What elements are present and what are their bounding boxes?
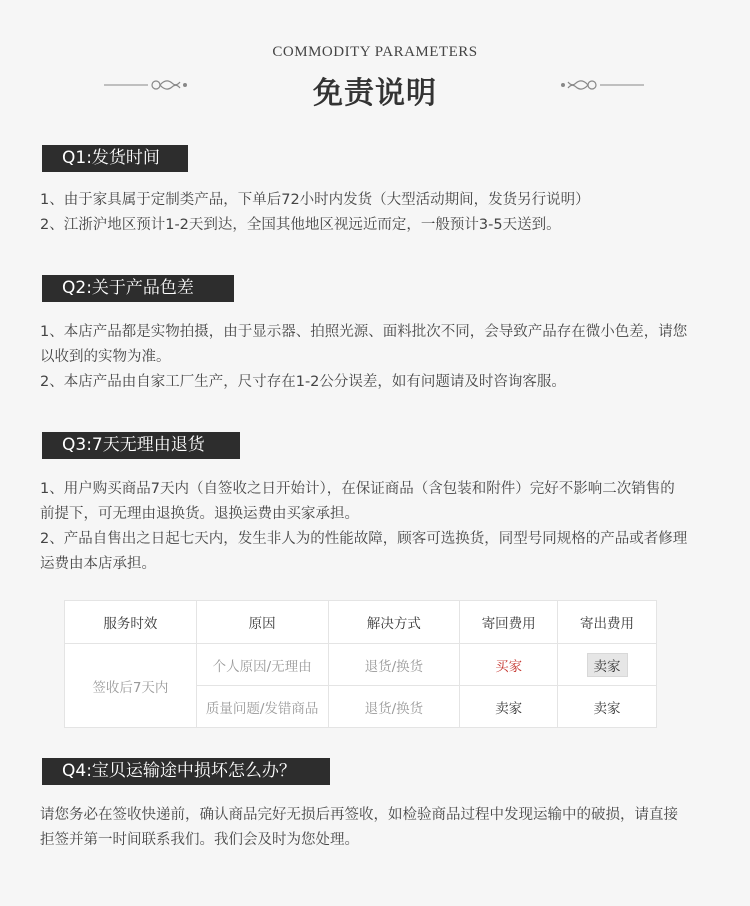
section-label-q4: Q4:宝贝运输途中损坏怎么办？ xyxy=(42,758,330,785)
service-table xyxy=(64,600,657,728)
table-header-row xyxy=(65,601,657,644)
header xyxy=(0,0,750,120)
text-line: 运费由本店承担。 xyxy=(40,556,156,572)
table-header-cell: 原因 xyxy=(196,601,328,644)
text-line: 1、由于家具属于定制类产品，下单后72小时内发货（大型活动期间，发货另行说明） xyxy=(40,192,590,208)
section-label-q2: Q2:关于产品色差 xyxy=(42,275,234,302)
reason-cell: 个人原因/无理由 xyxy=(196,644,328,686)
text-line: 2、本店产品由自家工厂生产，尺寸存在1-2公分误差，如有问题请及时咨询客服。 xyxy=(40,374,566,390)
page-title: 免责说明 xyxy=(313,76,437,111)
return-fee-cell: 卖家 xyxy=(460,686,558,728)
section-body-q4 xyxy=(40,803,720,853)
solution-cell: 退货/换货 xyxy=(328,644,460,686)
text-line: 1、用户购买商品7天内（自签收之日开始计），在保证商品（含包装和附件）完好不影响二次销售的 xyxy=(40,481,675,497)
send-fee-cell xyxy=(558,644,657,686)
text-line: 拒签并第一时间联系我们。我们会及时为您处理。 xyxy=(40,832,359,848)
text-line: 前提下，可无理由退换货。退换运费由买家承担。 xyxy=(40,506,359,522)
period-cell: 签收后7天内 xyxy=(65,644,197,728)
text-line: 1、本店产品都是实物拍摄，由于显示器、拍照光源、面料批次不同，会导致产品存在微小色差，请您 xyxy=(40,324,688,340)
section-body-q2 xyxy=(40,320,720,395)
text-line: 2、江浙沪地区预计1-2天到达，全国其他地区视远近而定，一般预计3-5天送到。 xyxy=(40,217,561,233)
table-row xyxy=(65,644,657,686)
table-header-cell: 解决方式 xyxy=(328,601,460,644)
reason-cell: 质量问题/发错商品 xyxy=(196,686,328,728)
right-ornament-icon xyxy=(558,76,644,94)
solution-cell: 退货/换货 xyxy=(328,686,460,728)
text-line: 请您务必在签收快递前，确认商品完好无损后再签收，如检验商品过程中发现运输中的破损，请直接 xyxy=(40,807,678,823)
header-subtitle: COMMODITY PARAMETERS xyxy=(272,44,478,60)
table-header-cell: 服务时效 xyxy=(65,601,197,644)
section-label-q3: Q3:7天无理由退货 xyxy=(42,432,240,459)
text-line: 以收到的实物为准。 xyxy=(40,349,171,365)
section-body-q1 xyxy=(40,188,720,238)
text-line: 2、产品自售出之日起七天内，发生非人为的性能故障，顾客可选换货，同型号同规格的产品或者修理 xyxy=(40,531,688,547)
send-fee-cell: 卖家 xyxy=(558,686,657,728)
table-header-cell: 寄回费用 xyxy=(460,601,558,644)
section-body-q3 xyxy=(40,477,720,577)
send-fee-highlight: 卖家 xyxy=(587,653,628,677)
table-header-cell: 寄出费用 xyxy=(558,601,657,644)
return-fee-cell: 买家 xyxy=(460,644,558,686)
section-label-q1: Q1:发货时间 xyxy=(42,145,188,172)
